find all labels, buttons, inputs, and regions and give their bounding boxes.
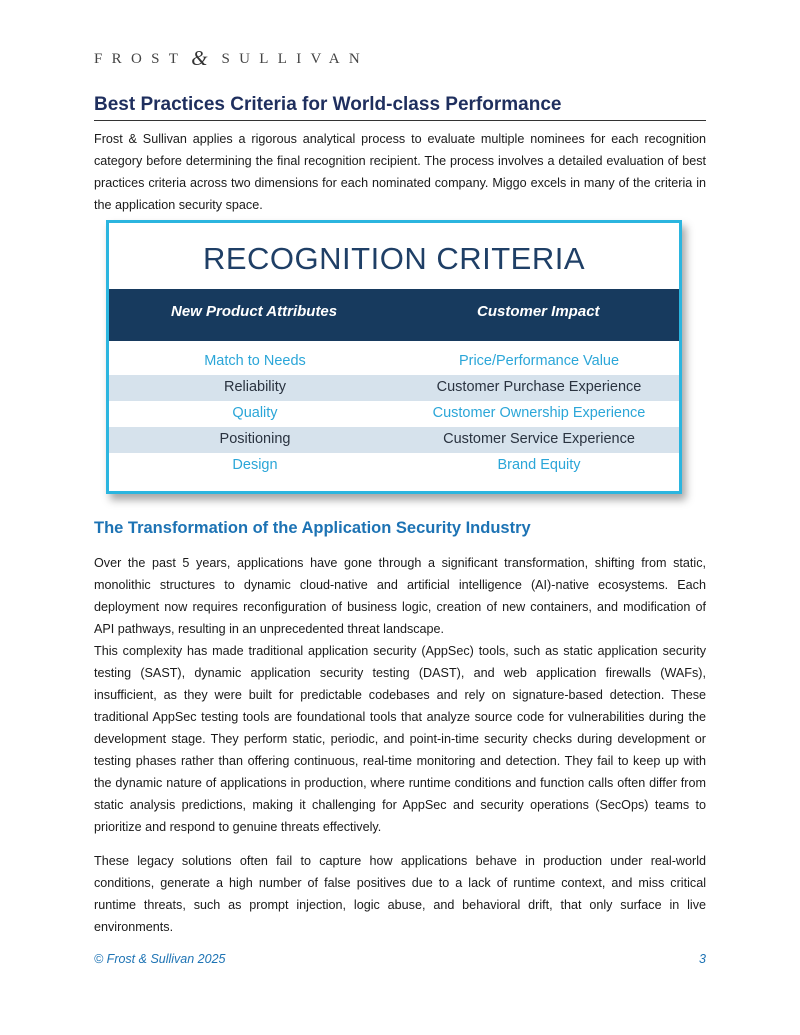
criteria-row (109, 349, 679, 375)
criteria-col1-header: New Product Attributes (171, 303, 338, 320)
criteria-col2-header: Customer Impact (477, 303, 600, 320)
criteria-row (109, 453, 679, 479)
recognition-criteria-graphic (106, 220, 682, 494)
criteria-left-cell: Positioning (219, 431, 291, 447)
body-paragraph: These legacy solutions often fail to capture how applications behave in production under real-world conditions, generate a high number of false positives due to a lack of runtime context, and miss critical runtime threats, such as prompt injection, logic abuse, and behavioral drift, that only surface in live environments. (94, 854, 706, 934)
criteria-left-cell: Quality (232, 405, 278, 421)
criteria-right-cell: Customer Ownership Experience (432, 405, 646, 421)
criteria-title: RECOGNITION CRITERIA (202, 241, 585, 276)
criteria-row (109, 375, 679, 401)
criteria-left-cell: Match to Needs (204, 353, 306, 369)
page-number: 3 (699, 952, 706, 966)
logo-word-frost: FROST (94, 51, 188, 67)
criteria-row (109, 401, 679, 427)
intro-paragraph: Frost & Sullivan applies a rigorous analytical process to evaluate multiple nominees for each recognition category before determining the final recognition recipient. The process involves a detailed evaluation of best practices criteria across two dimensions for each nominated company. Miggo excels in many of the criteria in the application security space. (94, 132, 706, 212)
logo-ampersand: & (191, 46, 208, 70)
criteria-right-cell: Customer Purchase Experience (436, 379, 642, 395)
section-title-best-practices: Best Practices Criteria for World-class Performance (94, 94, 706, 121)
criteria-left-cell: Reliability (223, 379, 287, 395)
footer-copyright: © Frost & Sullivan 2025 (94, 952, 226, 966)
body-paragraph: This complexity has made traditional application security (AppSec) tools, such as static application security testing (SAST), dynamic application security testing (DAST), and web application firewalls (WAFs), insufficient, as they were built for predictable codebases and rely on signature-based detection. These traditional AppSec testing tools are foundational tools that analyze source code for vulnerabilities during the development stage. They perform static, periodic, and point-in-time security checks during development or testing phases rather than offering continuous, real-time monitoring and detection. They fail to keep up with the dynamic nature of applications in production, where runtime conditions and function calls often differ from static analysis predictions, making it challenging for AppSec and security operations (SecOps) teams to prioritize and respond to genuine threats effectively. (94, 644, 706, 834)
criteria-left-cell: Design (232, 457, 278, 473)
criteria-right-cell: Brand Equity (497, 457, 581, 473)
criteria-right-cell: Customer Service Experience (443, 431, 635, 447)
logo-word-sullivan: SULLIVAN (221, 51, 369, 67)
section-title-transformation: The Transformation of the Application Security Industry (94, 519, 531, 537)
criteria-row (109, 427, 679, 453)
criteria-header-band (109, 289, 679, 341)
criteria-right-cell: Price/Performance Value (458, 353, 620, 369)
body-paragraph: Over the past 5 years, applications have gone through a significant transformation, shifting from static, monolithic structures to dynamic cloud-native and artificial intelligence (AI)-native ecosystems. Each deployment now requires reconfiguration of business logic, creation of new containers, and modification of API pathways, resulting in an unprecedented threat landscape. (94, 556, 706, 636)
frost-sullivan-logo (94, 44, 369, 69)
